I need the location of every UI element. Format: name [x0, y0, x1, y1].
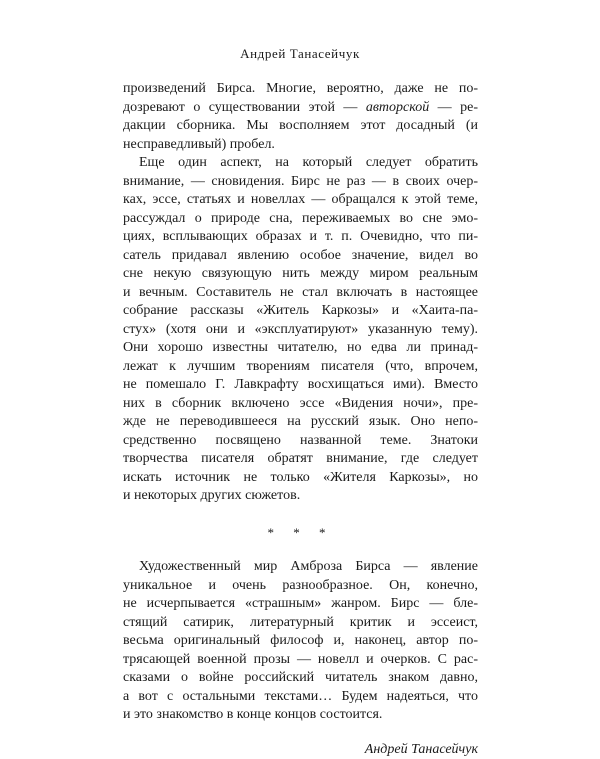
text-line: Художественный мир Амброза Бирса — явление: [123, 558, 478, 577]
text-line: творчества писателя обратят внимание, где следует: [123, 450, 478, 469]
text-line: сатель придавал явлению особое значение, видел во: [123, 247, 478, 266]
signature: Андрей Танасейчук: [123, 741, 478, 759]
text-line: а вот с остальными текстами… Будем надеяться, что: [123, 688, 478, 707]
running-header: Андрей Танасейчук: [0, 46, 600, 62]
text-line: [123, 99, 478, 118]
text-line: произведений Бирса. Многие, вероятно, даже не по-: [123, 80, 478, 99]
text-line: жде не переводившееся на русский язык. Оно непо-: [123, 413, 478, 432]
text-line: не исчерпывается «страшным» жанром. Бирс — бле-: [123, 595, 478, 614]
text-line: собрание рассказы «Житель Каркозы» и «Хаита-па-: [123, 302, 478, 321]
text-line: уникальное и очень разнообразное. Он, конечно,: [123, 577, 478, 596]
text-line: искать источник не только «Жителя Каркозы», но: [123, 469, 478, 488]
emphasis-text: авторской: [366, 100, 429, 115]
text-line: и некоторых других сюжетов.: [123, 487, 478, 506]
text-line: и это знакомство в конце концов состоится.: [123, 706, 478, 725]
text-line: рассуждал о природе сна, переживаемых во сне эмо-: [123, 210, 478, 229]
text-line: дакции сборника. Мы восполняем этот досадный (и: [123, 117, 478, 136]
text-line: и вечным. Составитель не стал включать в настоящее: [123, 284, 478, 303]
paragraph-2: [123, 154, 478, 506]
text-line: сне некую связующую нить между миром реальным: [123, 265, 478, 284]
text-line: ках, эссе, статьях и новеллах — обращался к этой теме,: [123, 191, 478, 210]
text-line: них в сборник включено эссе «Видения ночи», пре-: [123, 395, 478, 414]
text-line: внимание, — сновидения. Бирс не раз — в своих очер-: [123, 173, 478, 192]
text-line: средственно посвящено названной теме. Знатоки: [123, 432, 478, 451]
paragraph-1: [123, 80, 478, 154]
text-span: дозревают о существовании этой —: [123, 100, 366, 115]
text-line: лежат к лучшим творениям писателя (что, впрочем,: [123, 358, 478, 377]
text-line: несправедливый) пробел.: [123, 136, 478, 155]
paragraph-3: [123, 558, 478, 725]
text-line: стух» (хотя они и «эксплуатируют» указанную тему).: [123, 321, 478, 340]
text-line: Они хорошо известны читателю, но едва ли принад-: [123, 339, 478, 358]
body-text: [123, 80, 478, 759]
text-span: — ре-: [429, 100, 478, 115]
text-line: циях, всплывающих образах и т. п. Очевидно, что пи-: [123, 228, 478, 247]
text-line: Еще один аспект, на который следует обратить: [123, 154, 478, 173]
text-line: весьма оригинальный философ и, наконец, автор по-: [123, 632, 478, 651]
text-line: сказами о войне российский читатель знаком давно,: [123, 669, 478, 688]
text-line: не помешало Г. Лавкрафту восхищаться ими). Вместо: [123, 376, 478, 395]
text-line: стящий сатирик, литературный критик и эссеист,: [123, 614, 478, 633]
text-line: трясающей военной прозы — новелл и очерков. С рас-: [123, 651, 478, 670]
section-separator: * * *: [123, 524, 478, 543]
